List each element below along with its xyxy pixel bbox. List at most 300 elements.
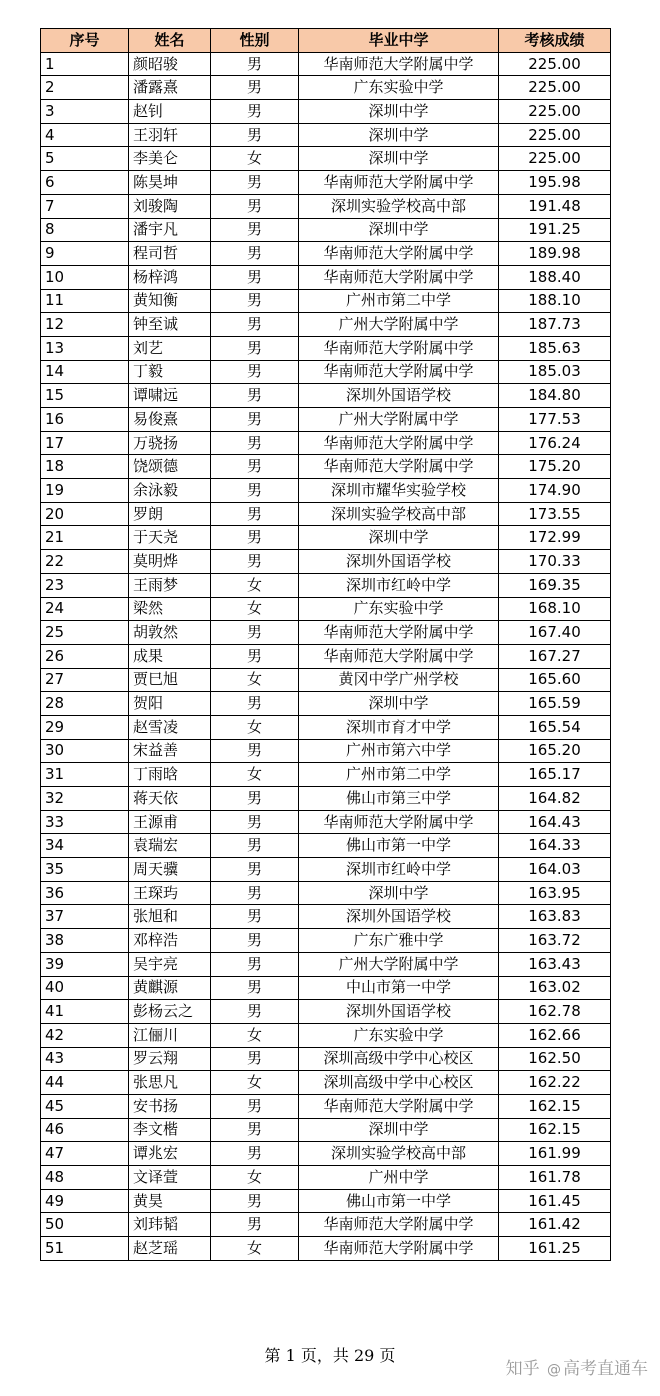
table-row [41,881,611,905]
cell-score: 187.73 [499,313,611,337]
table-row [41,929,611,953]
cell-school: 广东实验中学 [299,597,499,621]
cell-gender: 男 [211,526,299,550]
table-row [41,123,611,147]
cell-gender: 女 [211,597,299,621]
table-row [41,858,611,882]
table-row [41,194,611,218]
table-row [41,76,611,100]
cell-school: 广州大学附属中学 [299,408,499,432]
cell-school: 深圳中学 [299,100,499,124]
cell-school: 深圳市红岭中学 [299,858,499,882]
cell-gender: 女 [211,1023,299,1047]
table-row [41,668,611,692]
cell-gender: 男 [211,123,299,147]
cell-school: 深圳中学 [299,692,499,716]
cell-seq: 42 [41,1023,129,1047]
cell-name: 杨梓鸿 [129,265,211,289]
cell-seq: 49 [41,1189,129,1213]
cell-name: 罗朗 [129,502,211,526]
cell-gender: 男 [211,52,299,76]
cell-score: 165.20 [499,739,611,763]
cell-gender: 男 [211,384,299,408]
cell-score: 165.60 [499,668,611,692]
cell-score: 161.78 [499,1166,611,1190]
cell-school: 深圳外国语学校 [299,1000,499,1024]
cell-school: 华南师范大学附属中学 [299,336,499,360]
cell-gender: 男 [211,171,299,195]
table-row [41,360,611,384]
cell-gender: 女 [211,1071,299,1095]
table-row [41,147,611,171]
cell-seq: 9 [41,242,129,266]
cell-name: 易俊熹 [129,408,211,432]
cell-score: 191.48 [499,194,611,218]
cell-school: 广州大学附属中学 [299,313,499,337]
cell-name: 张思凡 [129,1071,211,1095]
cell-school: 深圳中学 [299,1118,499,1142]
cell-gender: 男 [211,929,299,953]
cell-score: 161.42 [499,1213,611,1237]
cell-seq: 22 [41,550,129,574]
cell-seq: 6 [41,171,129,195]
header-row [41,29,611,53]
cell-name: 黄知衡 [129,289,211,313]
cell-name: 安书扬 [129,1094,211,1118]
table-row [41,715,611,739]
cell-school: 深圳实验学校高中部 [299,1142,499,1166]
cell-score: 184.80 [499,384,611,408]
cell-seq: 16 [41,408,129,432]
cell-name: 彭杨云之 [129,1000,211,1024]
cell-school: 佛山市第三中学 [299,787,499,811]
cell-score: 225.00 [499,147,611,171]
cell-gender: 男 [211,858,299,882]
cell-score: 225.00 [499,76,611,100]
cell-seq: 15 [41,384,129,408]
cell-score: 168.10 [499,597,611,621]
table-row [41,739,611,763]
cell-school: 华南师范大学附属中学 [299,242,499,266]
cell-gender: 男 [211,952,299,976]
cell-name: 钟至诚 [129,313,211,337]
cell-school: 深圳市育才中学 [299,715,499,739]
cell-school: 深圳外国语学校 [299,384,499,408]
cell-gender: 男 [211,408,299,432]
cell-gender: 男 [211,76,299,100]
table-row [41,1142,611,1166]
cell-school: 深圳外国语学校 [299,550,499,574]
cell-score: 188.40 [499,265,611,289]
cell-gender: 男 [211,360,299,384]
cell-name: 谭兆宏 [129,1142,211,1166]
cell-school: 华南师范大学附属中学 [299,644,499,668]
cell-seq: 7 [41,194,129,218]
cell-school: 深圳中学 [299,147,499,171]
table-row [41,550,611,574]
table-row [41,834,611,858]
watermark-at: @ [547,1362,561,1378]
cell-score: 163.72 [499,929,611,953]
cell-gender: 男 [211,1189,299,1213]
table-row [41,265,611,289]
table-row [41,644,611,668]
cell-seq: 39 [41,952,129,976]
cell-score: 164.43 [499,810,611,834]
cell-score: 225.00 [499,123,611,147]
table-row [41,621,611,645]
cell-gender: 男 [211,905,299,929]
cell-school: 广州中学 [299,1166,499,1190]
cell-gender: 男 [211,550,299,574]
table-row [41,1213,611,1237]
cell-score: 225.00 [499,52,611,76]
cell-school: 华南师范大学附属中学 [299,1094,499,1118]
cell-gender: 男 [211,313,299,337]
table-row [41,905,611,929]
cell-seq: 13 [41,336,129,360]
header-gender: 性别 [211,29,299,53]
cell-score: 162.15 [499,1094,611,1118]
cell-seq: 37 [41,905,129,929]
cell-seq: 38 [41,929,129,953]
cell-name: 陈昊坤 [129,171,211,195]
table-row [41,692,611,716]
cell-name: 潘宇凡 [129,218,211,242]
cell-name: 赵钊 [129,100,211,124]
cell-score: 195.98 [499,171,611,195]
cell-seq: 18 [41,455,129,479]
cell-gender: 女 [211,1237,299,1261]
cell-seq: 5 [41,147,129,171]
cell-school: 深圳实验学校高中部 [299,502,499,526]
cell-school: 深圳高级中学中心校区 [299,1047,499,1071]
cell-school: 华南师范大学附属中学 [299,455,499,479]
cell-name: 黄麒源 [129,976,211,1000]
table-row [41,1189,611,1213]
cell-score: 191.25 [499,218,611,242]
cell-school: 华南师范大学附属中学 [299,360,499,384]
cell-school: 深圳中学 [299,526,499,550]
table-header [41,29,611,53]
cell-gender: 男 [211,881,299,905]
cell-school: 黄冈中学广州学校 [299,668,499,692]
cell-seq: 36 [41,881,129,905]
cell-score: 165.17 [499,763,611,787]
table-row [41,52,611,76]
cell-score: 165.59 [499,692,611,716]
cell-school: 广州市第二中学 [299,763,499,787]
table-row [41,455,611,479]
cell-score: 172.99 [499,526,611,550]
cell-gender: 男 [211,431,299,455]
cell-seq: 3 [41,100,129,124]
cell-score: 170.33 [499,550,611,574]
cell-seq: 47 [41,1142,129,1166]
cell-score: 189.98 [499,242,611,266]
cell-score: 165.54 [499,715,611,739]
cell-seq: 2 [41,76,129,100]
cell-school: 华南师范大学附属中学 [299,1213,499,1237]
table-row [41,479,611,503]
table-row [41,1047,611,1071]
cell-seq: 28 [41,692,129,716]
watermark [506,1354,648,1379]
cell-name: 江俪川 [129,1023,211,1047]
cell-gender: 女 [211,573,299,597]
cell-seq: 1 [41,52,129,76]
cell-name: 黄昊 [129,1189,211,1213]
cell-gender: 女 [211,668,299,692]
cell-name: 饶颂德 [129,455,211,479]
cell-name: 贾巳旭 [129,668,211,692]
table-row [41,1166,611,1190]
cell-name: 赵芝瑶 [129,1237,211,1261]
cell-seq: 14 [41,360,129,384]
cell-seq: 45 [41,1094,129,1118]
cell-gender: 男 [211,644,299,668]
cell-gender: 男 [211,289,299,313]
cell-score: 177.53 [499,408,611,432]
cell-school: 深圳中学 [299,881,499,905]
cell-gender: 男 [211,787,299,811]
cell-seq: 41 [41,1000,129,1024]
cell-gender: 男 [211,810,299,834]
header-name: 姓名 [129,29,211,53]
table-row [41,526,611,550]
header-score: 考核成绩 [499,29,611,53]
cell-score: 161.25 [499,1237,611,1261]
cell-seq: 48 [41,1166,129,1190]
cell-school: 华南师范大学附属中学 [299,431,499,455]
cell-gender: 男 [211,194,299,218]
cell-score: 161.99 [499,1142,611,1166]
cell-name: 宋益善 [129,739,211,763]
table-row [41,313,611,337]
cell-school: 深圳中学 [299,218,499,242]
cell-name: 王源甫 [129,810,211,834]
cell-score: 188.10 [499,289,611,313]
cell-name: 余泳毅 [129,479,211,503]
cell-score: 161.45 [499,1189,611,1213]
cell-seq: 32 [41,787,129,811]
table-row [41,597,611,621]
cell-school: 佛山市第一中学 [299,1189,499,1213]
cell-school: 华南师范大学附属中学 [299,265,499,289]
cell-school: 广东广雅中学 [299,929,499,953]
cell-gender: 女 [211,147,299,171]
cell-score: 169.35 [499,573,611,597]
cell-seq: 17 [41,431,129,455]
cell-gender: 男 [211,100,299,124]
header-seq: 序号 [41,29,129,53]
table-row [41,787,611,811]
cell-score: 176.24 [499,431,611,455]
cell-seq: 40 [41,976,129,1000]
cell-name: 刘艺 [129,336,211,360]
cell-score: 162.22 [499,1071,611,1095]
table-row [41,1118,611,1142]
table-row [41,502,611,526]
table-row [41,1023,611,1047]
cell-school: 广州市第六中学 [299,739,499,763]
table-row [41,952,611,976]
cell-name: 胡敦然 [129,621,211,645]
table-row [41,431,611,455]
table-row [41,573,611,597]
cell-gender: 女 [211,763,299,787]
cell-name: 于天尧 [129,526,211,550]
cell-seq: 23 [41,573,129,597]
cell-score: 185.03 [499,360,611,384]
cell-seq: 29 [41,715,129,739]
cell-school: 广州市第二中学 [299,289,499,313]
cell-seq: 25 [41,621,129,645]
cell-seq: 24 [41,597,129,621]
cell-gender: 男 [211,1118,299,1142]
cell-score: 167.27 [499,644,611,668]
cell-school: 华南师范大学附属中学 [299,52,499,76]
cell-gender: 男 [211,1047,299,1071]
page-footer: 第 1 页，共 29 页 [264,1346,396,1365]
cell-name: 李文楷 [129,1118,211,1142]
cell-gender: 男 [211,1000,299,1024]
table-row [41,336,611,360]
cell-gender: 女 [211,715,299,739]
cell-school: 深圳高级中学中心校区 [299,1071,499,1095]
score-table [40,28,611,1261]
cell-name: 刘骏陶 [129,194,211,218]
cell-name: 颜昭骏 [129,52,211,76]
cell-school: 深圳外国语学校 [299,905,499,929]
cell-score: 163.43 [499,952,611,976]
cell-school: 华南师范大学附属中学 [299,1237,499,1261]
cell-seq: 4 [41,123,129,147]
cell-name: 周天骥 [129,858,211,882]
cell-gender: 男 [211,242,299,266]
cell-score: 163.02 [499,976,611,1000]
cell-school: 华南师范大学附属中学 [299,810,499,834]
cell-name: 贺阳 [129,692,211,716]
cell-school: 中山市第一中学 [299,976,499,1000]
cell-school: 广东实验中学 [299,76,499,100]
table-body [41,52,611,1260]
cell-name: 丁雨晗 [129,763,211,787]
cell-seq: 26 [41,644,129,668]
cell-seq: 20 [41,502,129,526]
cell-seq: 19 [41,479,129,503]
cell-name: 赵雪凌 [129,715,211,739]
cell-seq: 46 [41,1118,129,1142]
table-row [41,1237,611,1261]
cell-name: 潘露熹 [129,76,211,100]
cell-name: 袁瑞宏 [129,834,211,858]
table-row [41,100,611,124]
table-row [41,1000,611,1024]
cell-gender: 男 [211,265,299,289]
cell-seq: 27 [41,668,129,692]
cell-name: 李美仑 [129,147,211,171]
table-row [41,810,611,834]
cell-seq: 34 [41,834,129,858]
watermark-site: 知乎 [505,1359,540,1379]
table-row [41,408,611,432]
table-row [41,1094,611,1118]
cell-seq: 33 [41,810,129,834]
cell-gender: 男 [211,739,299,763]
table-row [41,1071,611,1095]
cell-gender: 男 [211,336,299,360]
cell-seq: 50 [41,1213,129,1237]
cell-gender: 男 [211,976,299,1000]
table-row [41,289,611,313]
cell-name: 梁然 [129,597,211,621]
cell-name: 王羽轩 [129,123,211,147]
cell-seq: 43 [41,1047,129,1071]
cell-seq: 51 [41,1237,129,1261]
cell-score: 164.03 [499,858,611,882]
cell-gender: 男 [211,834,299,858]
cell-score: 164.82 [499,787,611,811]
cell-gender: 男 [211,621,299,645]
cell-gender: 男 [211,455,299,479]
cell-name: 成果 [129,644,211,668]
cell-school: 广州大学附属中学 [299,952,499,976]
header-school: 毕业中学 [299,29,499,53]
table-row [41,384,611,408]
cell-school: 广东实验中学 [299,1023,499,1047]
cell-score: 174.90 [499,479,611,503]
cell-name: 蒋天依 [129,787,211,811]
cell-seq: 12 [41,313,129,337]
cell-score: 162.50 [499,1047,611,1071]
cell-gender: 男 [211,502,299,526]
cell-gender: 女 [211,1166,299,1190]
cell-name: 谭啸远 [129,384,211,408]
cell-score: 185.63 [499,336,611,360]
cell-seq: 30 [41,739,129,763]
cell-gender: 男 [211,479,299,503]
cell-seq: 35 [41,858,129,882]
cell-gender: 男 [211,1142,299,1166]
cell-score: 225.00 [499,100,611,124]
table-row [41,218,611,242]
cell-name: 张旭和 [129,905,211,929]
watermark-author: 高考直通车 [563,1359,648,1379]
cell-school: 深圳中学 [299,123,499,147]
cell-seq: 8 [41,218,129,242]
cell-name: 刘玮韬 [129,1213,211,1237]
cell-score: 164.33 [499,834,611,858]
cell-gender: 男 [211,1213,299,1237]
cell-name: 吴宇亮 [129,952,211,976]
cell-score: 167.40 [499,621,611,645]
table-row [41,171,611,195]
cell-score: 162.15 [499,1118,611,1142]
cell-school: 华南师范大学附属中学 [299,171,499,195]
cell-school: 华南师范大学附属中学 [299,621,499,645]
cell-score: 163.95 [499,881,611,905]
cell-score: 162.78 [499,1000,611,1024]
table-row [41,242,611,266]
cell-seq: 11 [41,289,129,313]
cell-seq: 44 [41,1071,129,1095]
table-row [41,763,611,787]
cell-name: 王雨梦 [129,573,211,597]
cell-name: 罗云翔 [129,1047,211,1071]
cell-school: 深圳实验学校高中部 [299,194,499,218]
cell-gender: 男 [211,218,299,242]
